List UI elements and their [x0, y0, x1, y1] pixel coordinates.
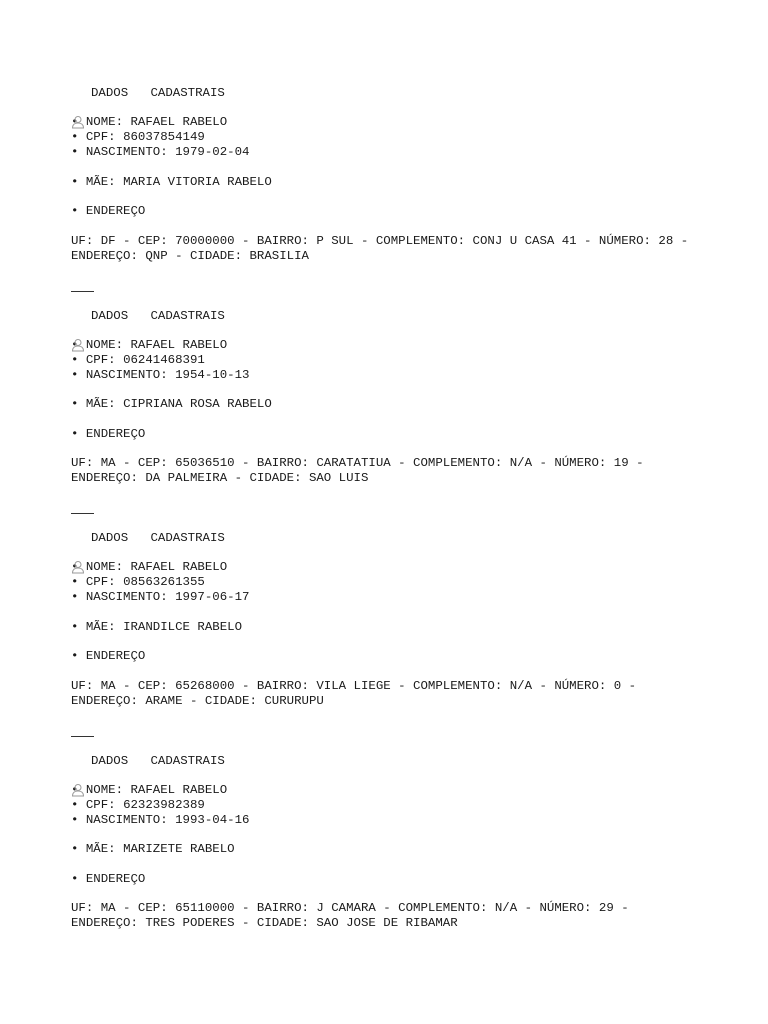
- nome-item: [71, 560, 711, 575]
- user-icon: [71, 531, 85, 545]
- heading-label: DADOS CADASTRAIS: [91, 86, 225, 101]
- cpf-value: 08563261355: [123, 575, 205, 589]
- nascimento-value: 1954-10-13: [175, 367, 250, 382]
- mae-value: CIPRIANA ROSA RABELO: [123, 397, 272, 411]
- address-block: [71, 679, 711, 709]
- user-icon: [71, 753, 85, 767]
- heading-label: DADOS CADASTRAIS: [91, 753, 225, 768]
- cpf-value: 62323982389: [123, 797, 205, 812]
- record-1: [71, 86, 711, 294]
- nascimento-label: • NASCIMENTO:: [71, 590, 176, 604]
- record-heading: [71, 531, 711, 546]
- address-line-2: ENDEREÇO: QNP - CIDADE: BRASILIA: [71, 248, 309, 263]
- cpf-value: 06241468391: [123, 352, 205, 367]
- cpf-label: • CPF:: [71, 130, 124, 144]
- nome-value: RAFAEL RABELO: [130, 560, 228, 574]
- nascimento-label: • NASCIMENTO:: [71, 812, 176, 827]
- cpf-item: [71, 575, 711, 590]
- nome-value: RAFAEL RABELO: [130, 782, 228, 797]
- mae-item: [71, 175, 711, 190]
- personal-info-list: [71, 560, 711, 605]
- separator: [71, 501, 711, 516]
- nascimento-value: 1979-02-04: [175, 145, 250, 159]
- nascimento-item: [71, 368, 711, 383]
- user-icon: [71, 86, 85, 100]
- mae-value: MARIZETE RABELO: [123, 842, 235, 856]
- nome-item: [71, 115, 711, 130]
- mae-item: [71, 397, 711, 412]
- nome-value: RAFAEL RABELO: [130, 115, 228, 129]
- nome-label: • NOME:: [71, 115, 131, 129]
- address-line-1: UF: MA - CEP: 65268000 - BAIRRO: VILA LIEGE - COMPLEMENTO: N/A - NÚMERO: 0 -: [71, 678, 637, 693]
- mae-value: IRANDILCE RABELO: [123, 619, 243, 634]
- cpf-item: [71, 130, 711, 145]
- record-4: [71, 754, 711, 932]
- nascimento-label: • NASCIMENTO:: [71, 367, 176, 382]
- address-line-2: ENDEREÇO: ARAME - CIDADE: CURURUPU: [71, 693, 324, 708]
- personal-info-list: [71, 115, 711, 160]
- nascimento-item: [71, 145, 711, 160]
- nascimento-label: • NASCIMENTO:: [71, 145, 176, 159]
- nome-item: [71, 783, 711, 798]
- cpf-label: • CPF:: [71, 575, 124, 589]
- nome-value: RAFAEL RABELO: [130, 337, 228, 352]
- nome-item: [71, 338, 711, 353]
- record-heading: [71, 86, 711, 101]
- nascimento-value: 1993-04-16: [175, 812, 250, 827]
- cpf-value: 86037854149: [123, 130, 205, 144]
- address-line-2: ENDEREÇO: DA PALMEIRA - CIDADE: SAO LUIS: [71, 471, 369, 485]
- separator: [71, 724, 711, 739]
- mae-label: • MÃE:: [71, 174, 124, 189]
- record-heading: [71, 309, 711, 324]
- cpf-item: [71, 353, 711, 368]
- personal-info-list: [71, 783, 711, 828]
- address-line-2: ENDEREÇO: TRES PODERES - CIDADE: SAO JOSE DE RIBAMAR: [71, 916, 458, 930]
- address-line-1: UF: MA - CEP: 65036510 - BAIRRO: CARATATIUA - COMPLEMENTO: N/A - NÚMERO: 19 -: [71, 456, 644, 470]
- mae-label: • MÃE:: [71, 619, 124, 634]
- record-2: [71, 309, 711, 517]
- mae-value: MARIA VITORIA RABELO: [123, 174, 272, 189]
- document-body: [71, 86, 711, 931]
- endereco-heading: • ENDEREÇO: [71, 871, 146, 886]
- address-line-1: UF: DF - CEP: 70000000 - BAIRRO: P SUL - COMPLEMENTO: CONJ U CASA 41 - NÚMERO: 28 -: [71, 233, 689, 248]
- heading-label: DADOS CADASTRAIS: [91, 308, 225, 323]
- mae-item: [71, 620, 711, 635]
- endereco-heading: • ENDEREÇO: [71, 426, 146, 441]
- nascimento-value: 1997-06-17: [175, 590, 250, 604]
- nome-label: • NOME:: [71, 337, 131, 352]
- cpf-label: • CPF:: [71, 352, 124, 367]
- cpf-item: [71, 798, 711, 813]
- address-block: [71, 234, 711, 264]
- address-block: [71, 901, 711, 931]
- endereco-heading: • ENDEREÇO: [71, 649, 146, 663]
- heading-label: DADOS CADASTRAIS: [91, 531, 225, 546]
- mae-label: • MÃE:: [71, 842, 124, 856]
- nome-label: • NOME:: [71, 782, 131, 797]
- nascimento-item: [71, 813, 711, 828]
- nome-label: • NOME:: [71, 560, 131, 574]
- record-3: [71, 531, 711, 739]
- address-line-1: UF: MA - CEP: 65110000 - BAIRRO: J CAMARA - COMPLEMENTO: N/A - NÚMERO: 29 -: [71, 901, 629, 915]
- cpf-label: • CPF:: [71, 797, 124, 812]
- personal-info-list: [71, 338, 711, 383]
- separator: [71, 279, 711, 294]
- record-heading: [71, 754, 711, 769]
- mae-label: • MÃE:: [71, 397, 124, 411]
- mae-item: [71, 842, 711, 857]
- user-icon: [71, 308, 85, 322]
- nascimento-item: [71, 590, 711, 605]
- address-block: [71, 456, 711, 486]
- endereco-heading: • ENDEREÇO: [71, 204, 146, 218]
